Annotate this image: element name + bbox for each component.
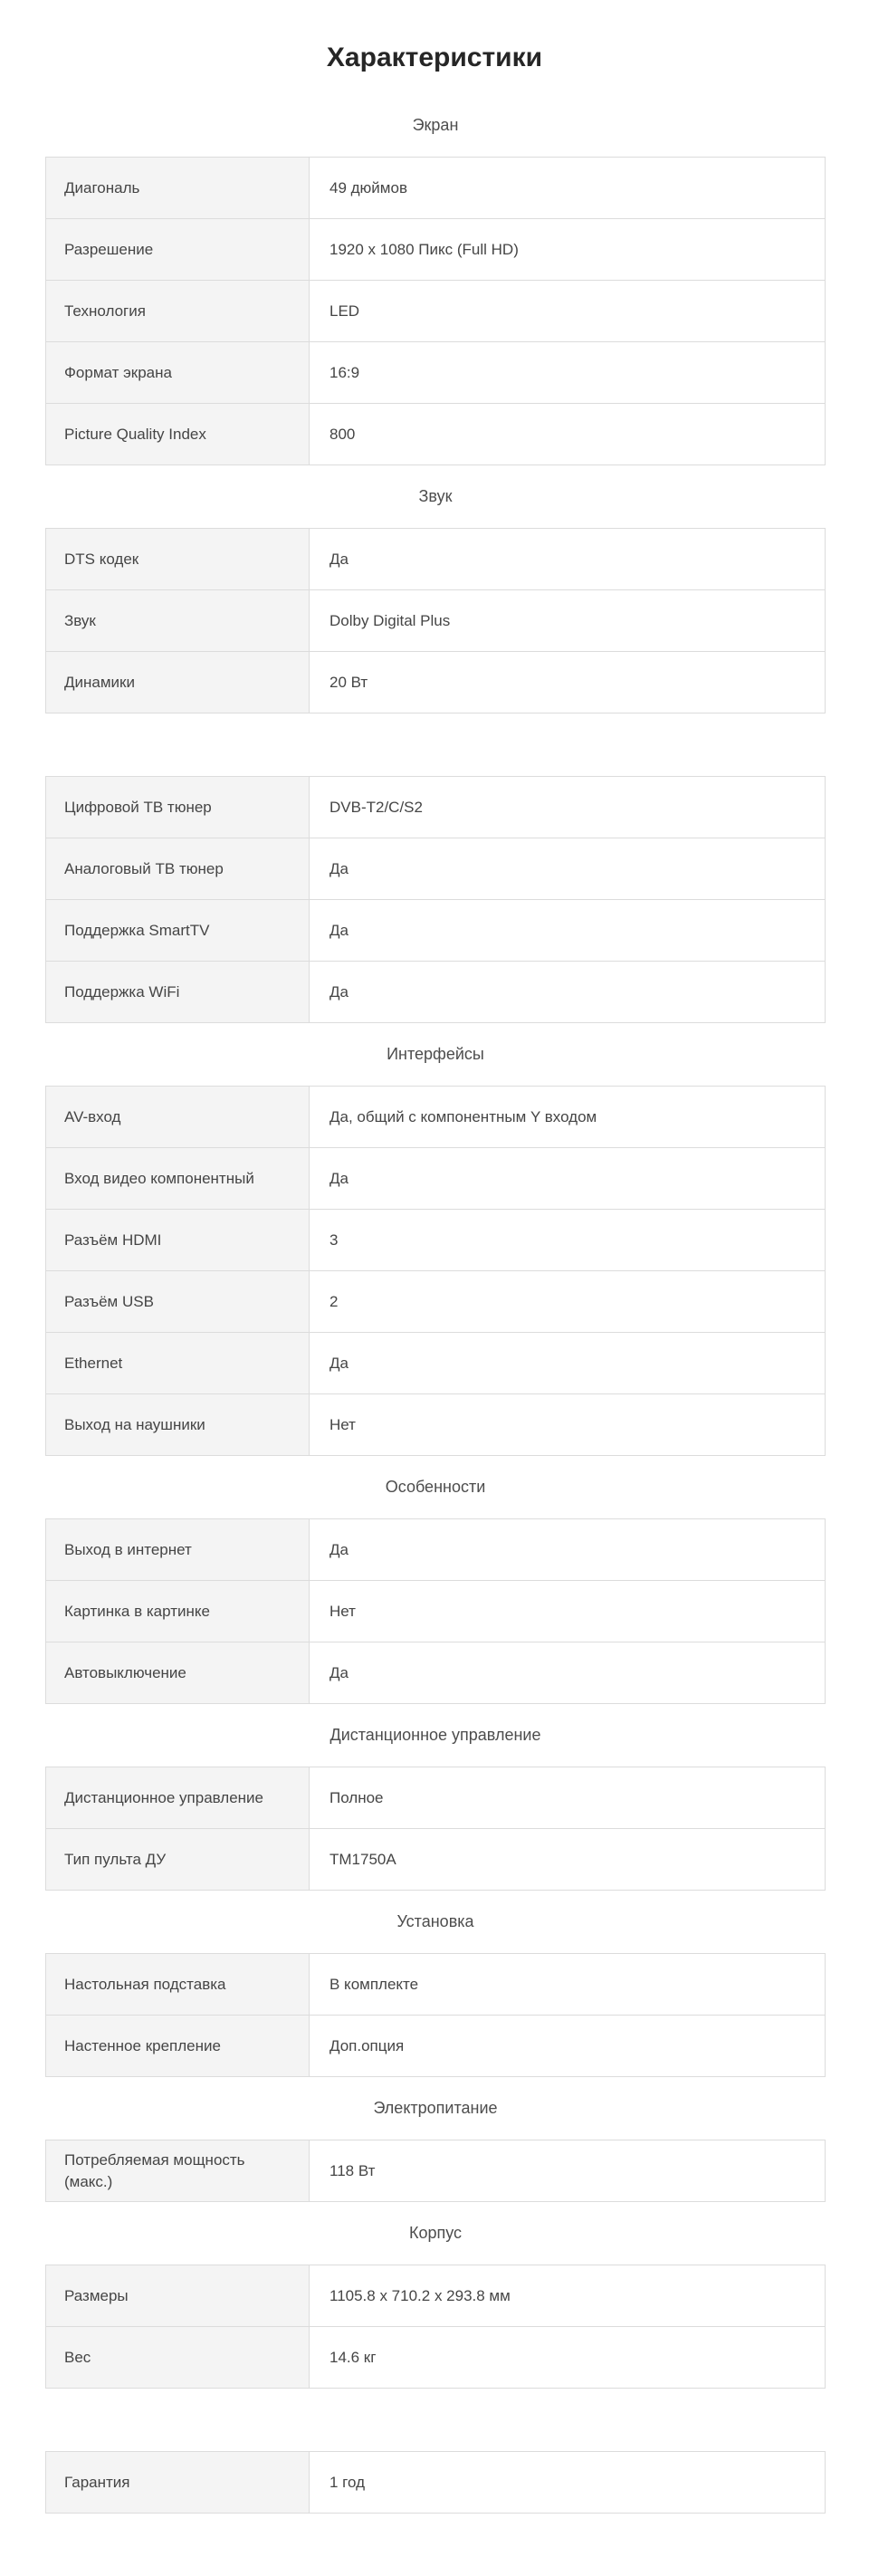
spec-row (46, 590, 826, 652)
spec-key: Звук (46, 590, 310, 652)
spec-value: Доп.опция (310, 2016, 826, 2077)
spec-key: Технология (46, 281, 310, 342)
spec-value: 800 (310, 404, 826, 465)
spec-value: Полное (310, 1767, 826, 1829)
spec-row (46, 158, 826, 219)
spec-value: Да (310, 1148, 826, 1210)
section-heading: Экран (412, 116, 459, 134)
spec-row (46, 281, 826, 342)
spec-row (46, 1954, 826, 2016)
spec-row (46, 777, 826, 838)
spec-key: Потребляемая мощность (макс.) (46, 2140, 310, 2202)
spec-key: Автовыключение (46, 1642, 310, 1704)
spec-value: Нет (310, 1394, 826, 1456)
spec-key: Picture Quality Index (46, 404, 310, 465)
spec-value: Нет (310, 1581, 826, 1642)
spec-value: Да (310, 529, 826, 590)
spec-value: 118 Вт (310, 2140, 826, 2202)
spec-row (46, 219, 826, 281)
spec-key: AV-вход (46, 1087, 310, 1148)
spec-row (46, 1394, 826, 1456)
spec-value: Да, общий с компонентным Y входом (310, 1087, 826, 1148)
spec-key: Ethernet (46, 1333, 310, 1394)
spec-value: 14.6 кг (310, 2327, 826, 2389)
spec-value: 2 (310, 1271, 826, 1333)
spec-row (46, 404, 826, 465)
spec-key: Тип пульта ДУ (46, 1829, 310, 1891)
spec-table (45, 2140, 826, 2202)
spec-row (46, 342, 826, 404)
spec-key: Цифровой ТВ тюнер (46, 777, 310, 838)
spec-value: Да (310, 1519, 826, 1581)
spec-value: DVB-T2/C/S2 (310, 777, 826, 838)
spec-key: Вес (46, 2327, 310, 2389)
spec-key: Выход в интернет (46, 1519, 310, 1581)
spec-row (46, 900, 826, 962)
section-heading: Установка (396, 1912, 474, 1930)
spec-row (46, 2265, 826, 2327)
spec-key: Настенное крепление (46, 2016, 310, 2077)
spec-value: 3 (310, 1210, 826, 1271)
spec-key: Динамики (46, 652, 310, 713)
spec-key: Картинка в картинке (46, 1581, 310, 1642)
spec-key: Разъём USB (46, 1271, 310, 1333)
spec-key: Гарантия (46, 2452, 310, 2514)
spec-key: Поддержка SmartTV (46, 900, 310, 962)
section-heading (45, 2389, 826, 2451)
spec-key: Разъём HDMI (46, 1210, 310, 1271)
spec-row (46, 1271, 826, 1333)
page-title: Характеристики (326, 43, 543, 72)
section-heading: Звук (418, 487, 453, 505)
spec-key: Дистанционное управление (46, 1767, 310, 1829)
spec-value: Да (310, 962, 826, 1023)
spec-row (46, 1333, 826, 1394)
spec-row (46, 652, 826, 713)
spec-value: TM1750A (310, 1829, 826, 1891)
spec-row (46, 1519, 826, 1581)
spec-value: 1920 x 1080 Пикс (Full HD) (310, 219, 826, 281)
spec-value: 1105.8 x 710.2 x 293.8 мм (310, 2265, 826, 2327)
spec-value: Dolby Digital Plus (310, 590, 826, 652)
spec-value: 1 год (310, 2452, 826, 2514)
section-heading: Дистанционное управление (329, 1726, 541, 1744)
spec-row (46, 1210, 826, 1271)
spec-row (46, 529, 826, 590)
spec-table (45, 1767, 826, 1891)
section-heading: Корпус (408, 2224, 463, 2242)
section-heading: Интерфейсы (387, 1045, 484, 1063)
spec-row (46, 2452, 826, 2514)
spec-key: Настольная подставка (46, 1954, 310, 2016)
spec-row (46, 2140, 826, 2202)
spec-table (45, 1518, 826, 1704)
section-heading: Электропитание (373, 2099, 498, 2117)
spec-value: Да (310, 1642, 826, 1704)
spec-table (45, 2451, 826, 2514)
spec-key: Размеры (46, 2265, 310, 2327)
spec-table (45, 1086, 826, 1456)
spec-key: Выход на наушники (46, 1394, 310, 1456)
spec-row (46, 1581, 826, 1642)
spec-row (46, 1148, 826, 1210)
section-heading: Особенности (385, 1478, 486, 1496)
spec-value: 20 Вт (310, 652, 826, 713)
spec-value: 16:9 (310, 342, 826, 404)
spec-value: LED (310, 281, 826, 342)
spec-table (45, 776, 826, 1023)
spec-value: Да (310, 838, 826, 900)
spec-table (45, 528, 826, 713)
spec-key: Разрешение (46, 219, 310, 281)
spec-value: В комплекте (310, 1954, 826, 2016)
spec-sections (45, 94, 826, 2514)
spec-row (46, 2016, 826, 2077)
spec-value: Да (310, 1333, 826, 1394)
spec-row (46, 2327, 826, 2389)
spec-table (45, 157, 826, 465)
section-heading (45, 713, 826, 776)
spec-key: Формат экрана (46, 342, 310, 404)
spec-value: Да (310, 900, 826, 962)
spec-row (46, 1767, 826, 1829)
spec-key: Поддержка WiFi (46, 962, 310, 1023)
spec-key: Аналоговый ТВ тюнер (46, 838, 310, 900)
spec-row (46, 1642, 826, 1704)
spec-row (46, 962, 826, 1023)
spec-value: 49 дюймов (310, 158, 826, 219)
spec-key: DTS кодек (46, 529, 310, 590)
spec-row (46, 838, 826, 900)
spec-key: Вход видео компонентный (46, 1148, 310, 1210)
spec-table (45, 1953, 826, 2077)
spec-row (46, 1087, 826, 1148)
spec-table (45, 2265, 826, 2389)
spec-row (46, 1829, 826, 1891)
spec-key: Диагональ (46, 158, 310, 219)
